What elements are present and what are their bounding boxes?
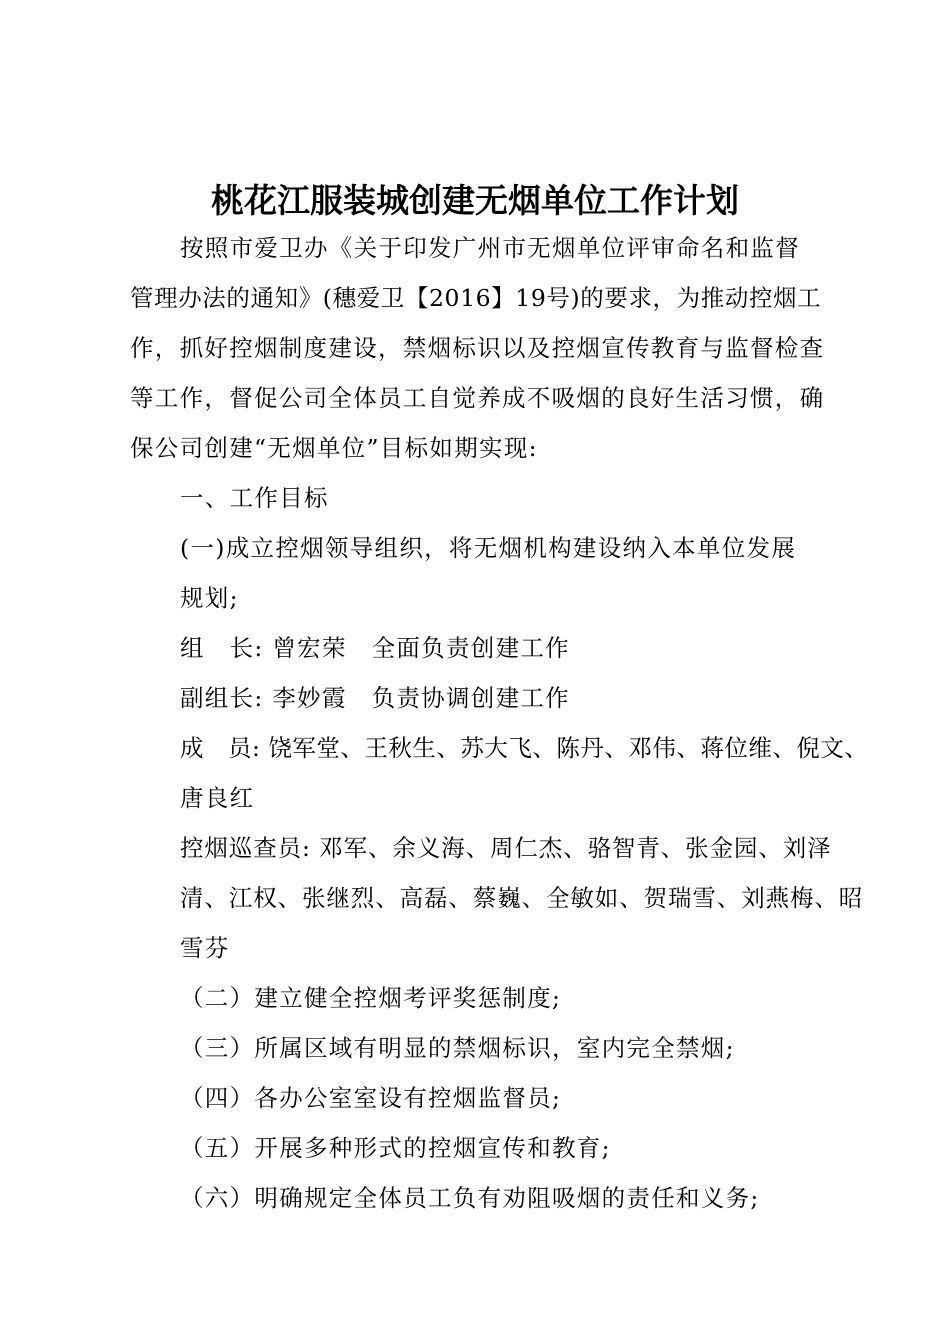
inspectors-line-2: 清、江权、张继烈、高磊、蔡巍、全敏如、贺瑞雪、刘燕梅、昭 [180,884,864,912]
intro-paragraph-line-3: 作，抓好控烟制度建设，禁烟标识以及控烟宣传教育与监督检查 [130,334,825,362]
intro-paragraph-line-2: 管理办法的通知》(穗爱卫【2016】19号)的要求，为推动控烟工 [130,284,822,312]
team-members-line-2: 唐良红 [180,784,255,812]
team-leader: 组 长: 曾宏荣 全面负责创建工作 [180,634,570,662]
section-heading-goals: 一、工作目标 [180,484,329,512]
goal-4: （四）各办公室室设有控烟监督员; [180,1084,562,1112]
intro-paragraph-line-4: 等工作，督促公司全体员工自觉养成不吸烟的良好生活习惯，确 [130,384,825,412]
intro-paragraph-line-1: 按照市爱卫办《关于印发广州市无烟单位评审命名和监督 [180,234,800,262]
inspectors-line-1: 控烟巡查员: 邓军、余义海、周仁杰、骆智青、张金园、刘泽 [180,834,832,862]
goal-1-line-1: (一)成立控烟领导组织，将无烟机构建设纳入本单位发展 [180,534,797,562]
team-members-line-1: 成 员: 饶军堂、王秋生、苏大飞、陈丹、邓伟、蒋位维、倪文、 [180,734,869,762]
inspectors-line-3: 雪芬 [180,934,230,962]
goal-5: （五）开展多种形式的控烟宣传和教育; [180,1134,611,1162]
team-deputy-leader: 副组长: 李妙霞 负责协调创建工作 [180,684,570,712]
intro-paragraph-line-5: 保公司创建“无烟单位”目标如期实现: [130,434,538,462]
goal-2: （二）建立健全控烟考评奖惩制度; [180,984,562,1012]
goal-1-line-2: 规划; [180,584,239,612]
goal-6: （六）明确规定全体员工负有劝阻吸烟的责任和义务; [180,1184,760,1212]
document-title: 桃花江服装城创建无烟单位工作计划 [211,181,739,220]
goal-3: （三）所属区域有明显的禁烟标识，室内完全禁烟; [180,1034,735,1062]
